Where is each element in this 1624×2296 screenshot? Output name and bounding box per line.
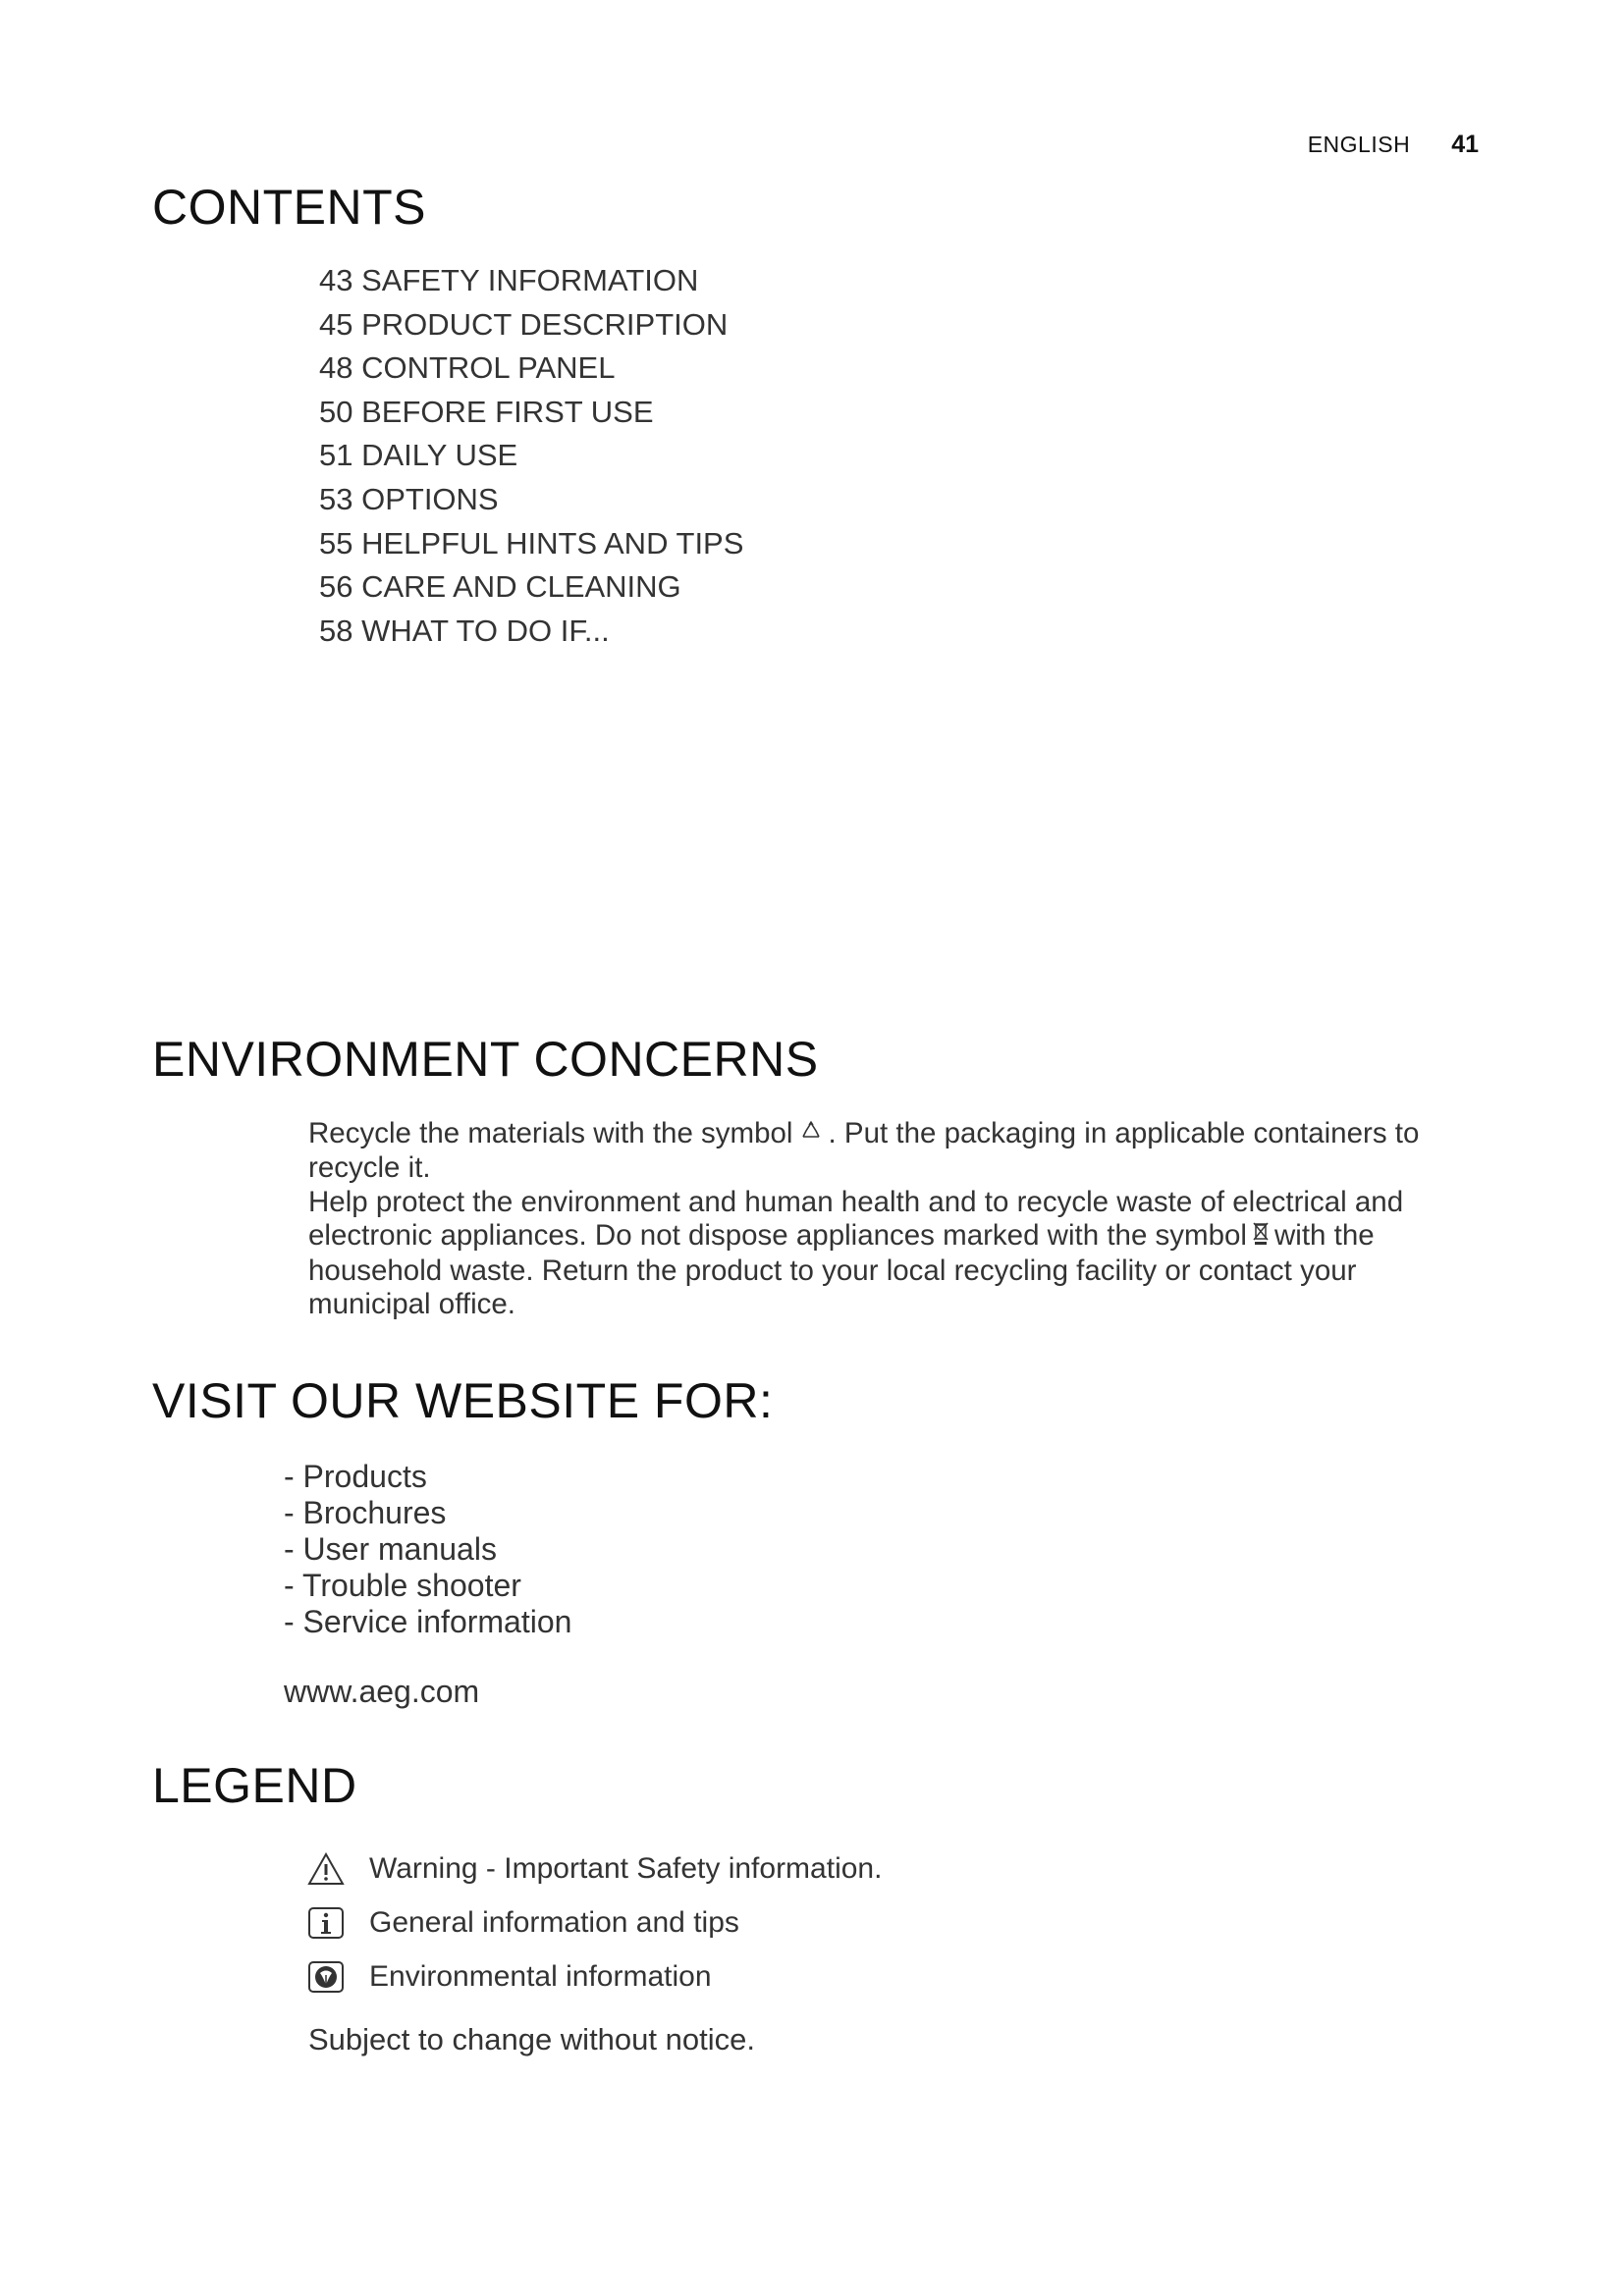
contents-item: 50 BEFORE FIRST USE: [319, 394, 654, 429]
contents-item: 53 OPTIONS: [319, 481, 499, 516]
website-heading: VISIT OUR WEBSITE FOR:: [152, 1373, 774, 1428]
environment-icon: [306, 1957, 346, 1997]
legend-item-text: General information and tips: [369, 1905, 739, 1939]
website-item: - Trouble shooter: [284, 1568, 521, 1603]
info-icon: [306, 1903, 346, 1943]
contents-list: [319, 259, 743, 653]
contents-item: 58 WHAT TO DO IF...: [319, 613, 610, 648]
contents-item: 51 DAILY USE: [319, 438, 518, 473]
contents-heading: CONTENTS: [152, 180, 426, 235]
environment-paragraph-2: Help protect the environment and human health and to recycle waste of electrical and electronic appliances. Do not dispose appliances marked with the symbol with the household waste. Return the product to your local recycling facility or contact your municipal office.: [308, 1185, 1404, 1321]
legend-item-text: Warning - Important Safety information.: [369, 1851, 883, 1885]
legend-list: [306, 1842, 882, 2003]
website-item: - User manuals: [284, 1531, 497, 1567]
crossed-bin-icon: [1253, 1220, 1269, 1255]
contents-item: 45 PRODUCT DESCRIPTION: [319, 306, 729, 342]
language-label: ENGLISH: [1307, 132, 1411, 157]
page-header: [1308, 131, 1479, 159]
legend-item-environment: [306, 1949, 882, 2003]
contents-item: 43 SAFETY INFORMATION: [319, 263, 699, 297]
website-item: - Products: [284, 1459, 427, 1494]
legend-item-warning: [306, 1842, 882, 1896]
legend-heading: LEGEND: [152, 1758, 357, 1813]
contents-item: 55 HELPFUL HINTS AND TIPS: [319, 525, 744, 561]
website-item: - Brochures: [284, 1495, 447, 1530]
environment-text: [308, 1117, 1487, 1322]
website-list: [284, 1459, 571, 1640]
page-number: 41: [1451, 131, 1479, 158]
environment-paragraph-1: Recycle the materials with the symbol . Put the packaging in applicable containers to recycle it.: [308, 1117, 1420, 1185]
legend-item-info: [306, 1896, 882, 1949]
website-item: - Service information: [284, 1604, 572, 1639]
contents-item: 48 CONTROL PANEL: [319, 350, 616, 386]
recycle-icon: [799, 1118, 823, 1152]
contents-item: 56 CARE AND CLEANING: [319, 569, 681, 605]
website-url[interactable]: www.aeg.com: [284, 1674, 480, 1709]
change-notice: Subject to change without notice.: [308, 2022, 755, 2056]
warning-icon: [306, 1849, 346, 1889]
legend-item-text: Environmental information: [369, 1959, 712, 1993]
environment-heading: ENVIRONMENT CONCERNS: [152, 1032, 819, 1087]
